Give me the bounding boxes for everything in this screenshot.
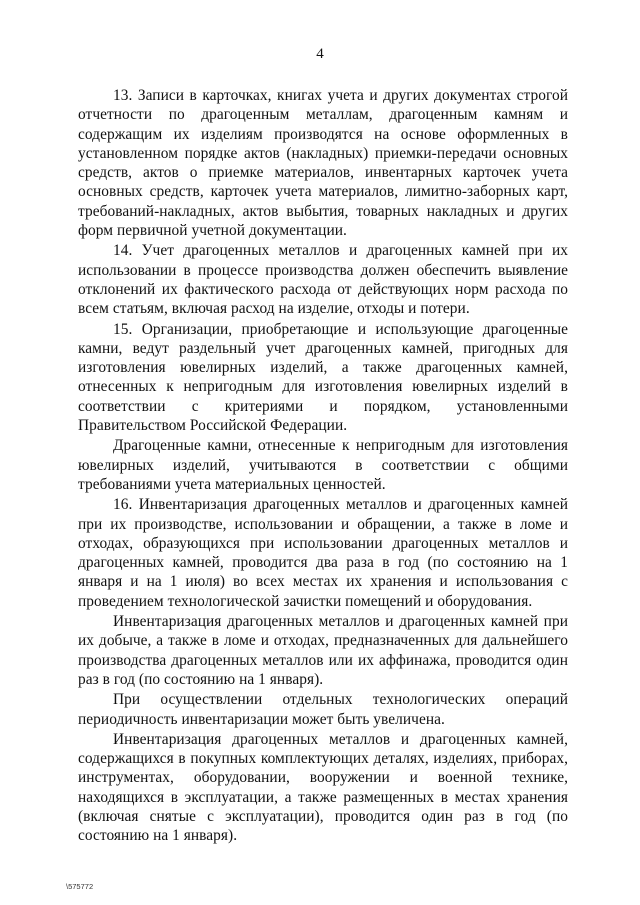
paragraph-16: 16. Инвентаризация драгоценных металлов и драгоценных камней при их производстве, использовании и обращении, а также в ломе и отходах, образующихся при использовании драгоценных металлов и драгоценных камней, проводится два раза в год (по состоянию на 1 января и на 1 июля) во всех местах их хранения и использования с проведением технологической зачистки помещений и оборудования. [78, 496, 568, 610]
document-body [78, 86, 568, 847]
paragraph-14: 14. Учет драгоценных металлов и драгоценных камней при их использовании в процессе производства должен обеспечить выявление отклонений их фактического расхода от действующих норм расхода по всем статьям, включая расход на изделие, отходы и потери. [78, 242, 568, 318]
page-number: 4 [316, 46, 324, 62]
paragraph-15-note: Драгоценные камни, отнесенные к непригодным для изготовления ювелирных изделий, учитываются в соответствии с общими требованиями учета материальных ценностей. [78, 437, 568, 493]
paragraph-13: 13. Записи в карточках, книгах учета и других документах строгой отчетности по драгоценным металлам, драгоценным камням и содержащим их изделиям производятся на основе оформленных в установленном порядке актов (накладных) приемки-передачи основных средств, актов о приемке материалов, инвентарных карточек учета основных средств, карточек учета материалов, лимитно-заборных карт, требований-накладных, актов выбытия, товарных накладных и других форм первичной учетной документации. [78, 87, 568, 240]
footer-code: \575772 [66, 882, 94, 891]
paragraph-16-periodicity: При осуществлении отдельных технологических операций периодичность инвентаризации может быть увеличена. [78, 691, 568, 728]
paragraph-16-equipment: Инвентаризация драгоценных металлов и драгоценных камней, содержащихся в покупных комплектующих деталях, изделиях, приборах, инструментах, оборудовании, вооружении и военной технике, находящихся в эксплуатации, а также размещенных в местах хранения (включая снятые с эксплуатации), проводится один раз в год (по состоянию на 1 января). [78, 730, 568, 845]
paragraph-15: 15. Организации, приобретающие и использующие драгоценные камни, ведут раздельный учет драгоценных камней, пригодных для изготовления ювелирных изделий, а также драгоценных камней, отнесенных к непригодным для изготовления ювелирных изделий в соответствии с критериями и порядком, установленными Правительством Российской Федерации. [78, 320, 568, 435]
paragraph-16-mining: Инвентаризация драгоценных металлов и драгоценных камней при их добыче, а также в ломе и отходах, предназначенных для дальнейшего производства драгоценных металлов или их аффинажа, проводится один раз в год (по состоянию на 1 января). [78, 613, 568, 688]
